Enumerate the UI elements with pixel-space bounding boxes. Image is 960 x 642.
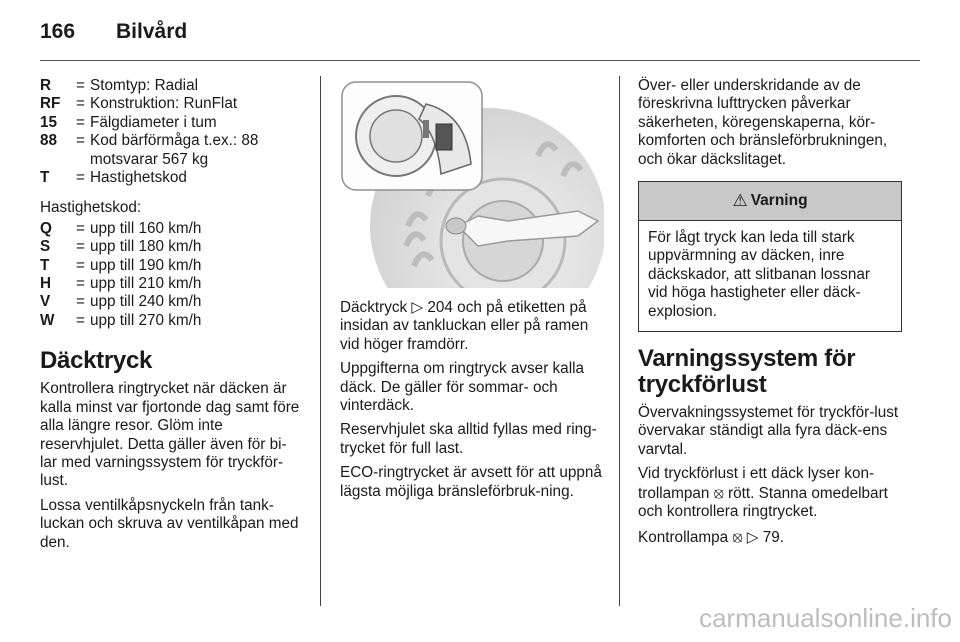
column-1 <box>40 77 302 558</box>
def-value: Hastighetskod <box>90 169 187 187</box>
page-reference[interactable]: 79 <box>762 528 780 546</box>
def-value: upp till 270 km/h <box>90 311 202 329</box>
def-key: Q <box>40 219 52 237</box>
def-row <box>40 220 302 238</box>
page-reference-icon: ▷ <box>411 298 424 316</box>
paragraph <box>340 298 602 354</box>
def-value: upp till 180 km/h <box>90 238 202 256</box>
column-divider-2 <box>619 76 620 606</box>
def-value: Kod bärförmåga t.ex.: 88 motsvarar 567 kg <box>90 132 259 168</box>
paragraph <box>638 528 902 547</box>
def-eq: = <box>76 238 85 256</box>
def-key: R <box>40 77 52 94</box>
text: Däcktryck <box>340 299 412 316</box>
tire-pressure-warning-icon: ⦻ <box>713 483 724 502</box>
def-key: T <box>40 169 50 187</box>
warning-box <box>638 181 902 332</box>
page-reference-icon: ▷ <box>746 527 759 546</box>
column-3 <box>638 77 902 553</box>
def-eq: = <box>76 293 85 311</box>
def-value: upp till 240 km/h <box>90 293 202 311</box>
speed-code-list <box>40 220 302 330</box>
column-divider-1 <box>320 76 321 606</box>
def-value: Stomtyp: Radial <box>90 77 198 94</box>
def-eq: = <box>76 275 85 293</box>
def-key: S <box>40 238 51 256</box>
page-number: 166 <box>40 20 76 43</box>
def-key: V <box>40 293 51 311</box>
def-eq: = <box>76 256 85 274</box>
def-key: RF <box>40 95 61 113</box>
def-key: 88 <box>40 132 58 150</box>
def-eq: = <box>76 132 85 150</box>
def-row <box>40 257 302 275</box>
def-key: 15 <box>40 113 58 131</box>
text: Kontrollampa <box>638 528 733 546</box>
def-eq: = <box>76 169 85 187</box>
paragraph: Övervakningssystemet för tryckför-lust övervakar ständigt alla fyra däck-ens varvtal. <box>638 404 899 458</box>
chapter-title: Bilvård <box>116 20 188 43</box>
page-reference[interactable]: 204 <box>427 299 453 316</box>
text: . <box>779 528 785 546</box>
tire-code-list <box>40 77 302 187</box>
def-key: W <box>40 311 55 329</box>
warning-text: För lågt tryck kan leda till stark uppvärmning av däcken, inre däckskador, att slitbanan lossnar vid höga hastigheter eller däck-explosion. <box>648 229 870 320</box>
warning-triangle-icon: ⚠ <box>732 190 748 211</box>
def-value: Konstruktion: RunFlat <box>90 95 238 113</box>
warning-title-text: Varning <box>750 191 808 209</box>
def-key: H <box>40 275 52 293</box>
def-row <box>40 114 302 132</box>
def-row <box>40 238 302 256</box>
paragraph <box>638 465 902 521</box>
def-eq: = <box>76 113 85 131</box>
speed-code-heading: Hastighetskod: <box>40 199 142 217</box>
def-row <box>40 169 302 187</box>
def-value: upp till 210 km/h <box>90 275 202 293</box>
def-row <box>40 293 302 311</box>
text: Vid tryckförlust i ett däck lyser kon-trollampan <box>638 465 875 502</box>
def-eq: = <box>76 219 85 237</box>
paragraph: Lossa ventilkåpsnyckeln från tank-luckan och skruva av ventilkåpan med den. <box>40 496 299 551</box>
column-2 <box>340 298 602 507</box>
tire-pressure-warning-icon: ⦻ <box>732 527 743 546</box>
page-header <box>40 18 920 48</box>
paragraph: Över- eller underskridande av de föreskrivna lufttrycken påverkar säkerheten, köregenskaperna, kör-komforten och bränsleförbrukningen, och ökar däckslitaget. <box>638 77 888 168</box>
def-value: upp till 160 km/h <box>90 219 202 237</box>
watermark: carmanualsonline.info <box>699 603 952 633</box>
fuel-flap-illustration <box>338 76 604 288</box>
def-eq: = <box>76 77 85 94</box>
def-row <box>40 77 302 95</box>
section-heading-pressure-loss: Varningssystem för tryckförlust <box>638 345 856 399</box>
paragraph: Kontrollera ringtrycket när däcken är kalla minst var fjortonde dag samt före alla längre resor. Glöm inte reservhjulet. Detta gäller även för bi-lar med varningssystem för tryckför-lust. <box>40 380 300 490</box>
header-rule <box>40 60 920 61</box>
def-row <box>40 132 302 169</box>
def-eq: = <box>76 95 85 113</box>
section-heading-tire-pressure: Däcktryck <box>40 347 153 375</box>
warning-title <box>639 182 901 221</box>
def-row <box>40 275 302 293</box>
paragraph: ECO-ringtrycket är avsett för att uppnå lägsta möjliga bränsleförbruk-ning. <box>340 464 602 500</box>
def-row <box>40 312 302 330</box>
paragraph: Uppgifterna om ringtryck avser kalla däck. De gäller för sommar- och vinterdäck. <box>340 360 584 415</box>
def-key: T <box>40 256 50 274</box>
def-eq: = <box>76 311 85 329</box>
text: och på etiketten på insidan av tankluckan eller på ramen vid höger framdörr. <box>340 299 589 353</box>
def-row <box>40 95 302 113</box>
def-value: upp till 190 km/h <box>90 256 202 274</box>
text: rött. Stanna omedelbart och kontrollera ringtrycket. <box>638 484 888 521</box>
def-value: Fälgdiameter i tum <box>90 113 217 131</box>
paragraph: Reservhjulet ska alltid fyllas med ring-trycket för full last. <box>340 421 597 457</box>
